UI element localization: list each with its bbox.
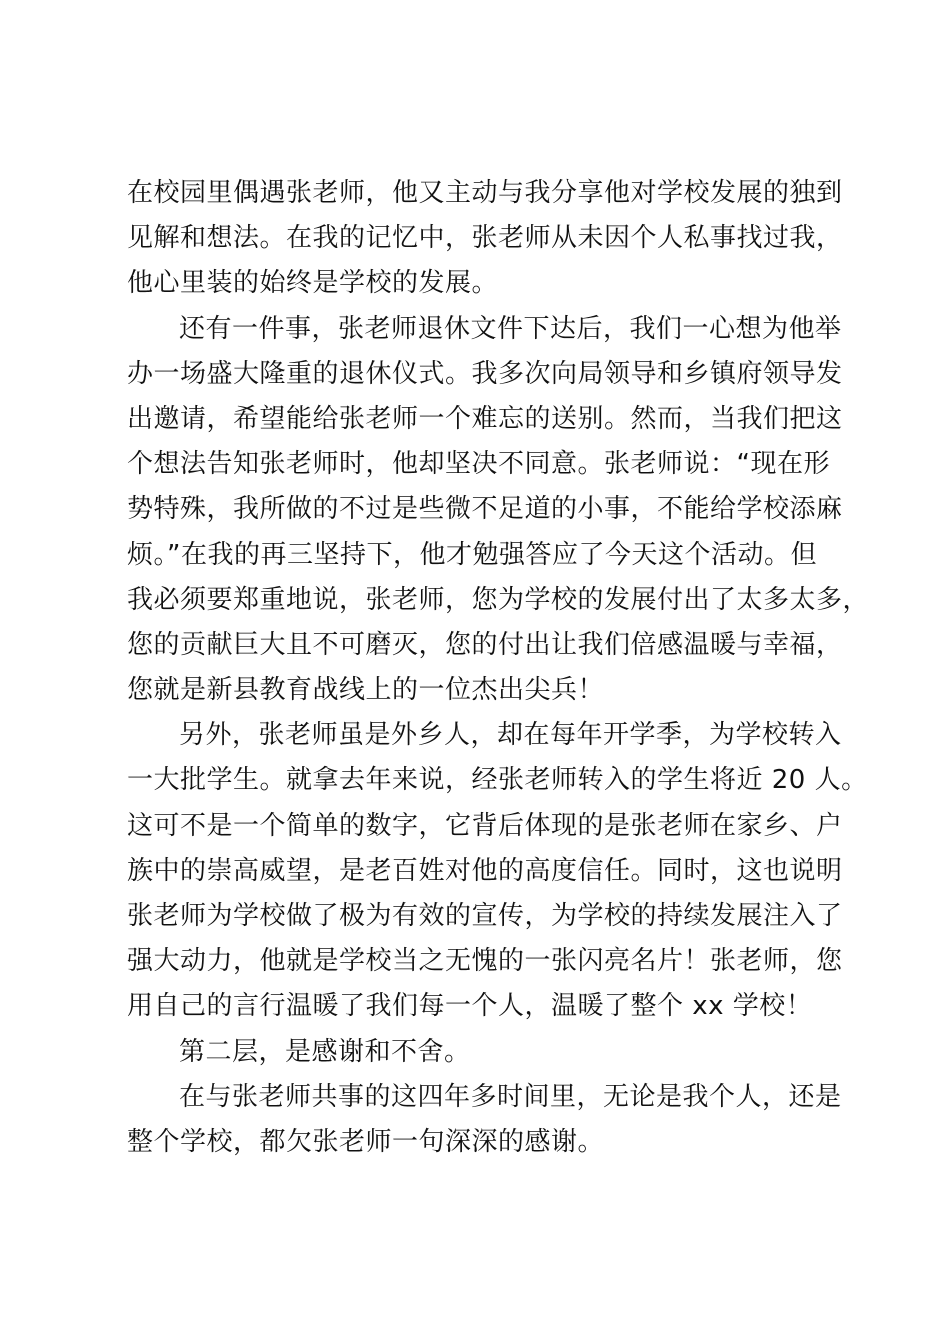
text-line: 第二层，是感谢和不舍。 [179,1036,471,1067]
text-line: 个想法告知张老师时，他却坚决不同意。张老师说：“现在形 [127,449,830,480]
text-line: 我必须要郑重地说，张老师，您为学校的发展付出了太多太多， [127,584,870,615]
text-line: 用自己的言行温暖了我们每一个人，温暖了整个 xx 学校！ [127,991,813,1022]
text-line: 一大批学生。就拿去年来说，经张老师转入的学生将近 20 人。 [127,765,868,796]
text-line: 还有一件事，张老师退休文件下达后，我们一心想为他举 [179,313,842,344]
text-line: 这可不是一个简单的数字，它背后体现的是张老师在家乡、户 [127,810,843,841]
document-body [127,171,870,1165]
text-line: 族中的崇高威望，是老百姓对他的高度信任。同时，这也说明 [127,855,843,886]
text-line: 在与张老师共事的这四年多时间里，无论是我个人，还是 [179,1081,842,1112]
text-line: 办一场盛大隆重的退休仪式。我多次向局领导和乡镇府领导发 [127,358,843,389]
text-line: 见解和想法。在我的记忆中，张老师从未因个人私事找过我， [127,223,843,254]
text-line: 您的贡献巨大且不可磨灭，您的付出让我们倍感温暖与幸福， [127,629,843,660]
text-line: 整个学校，都欠张老师一句深深的感谢。 [127,1126,605,1157]
text-line: 烦。”在我的再三坚持下，他才勉强答应了今天这个活动。但 [127,539,817,570]
text-line: 强大动力，他就是学校当之无愧的一张闪亮名片！张老师，您 [127,946,843,977]
text-line: 您就是新县教育战线上的一位杰出尖兵！ [127,675,605,706]
text-line: 势特殊，我所做的不过是些微不足道的小事，不能给学校添麻 [127,494,843,525]
text-line: 张老师为学校做了极为有效的宣传，为学校的持续发展注入了 [127,901,843,931]
text-line: 他心里装的始终是学校的发展。 [127,268,499,299]
text-line: 在校园里偶遇张老师，他又主动与我分享他对学校发展的独到 [127,178,843,208]
text-line: 另外，张老师虽是外乡人，却在每年开学季，为学校转入 [179,720,842,751]
text-line: 出邀请，希望能给张老师一个难忘的送别。然而，当我们把这 [127,403,843,434]
